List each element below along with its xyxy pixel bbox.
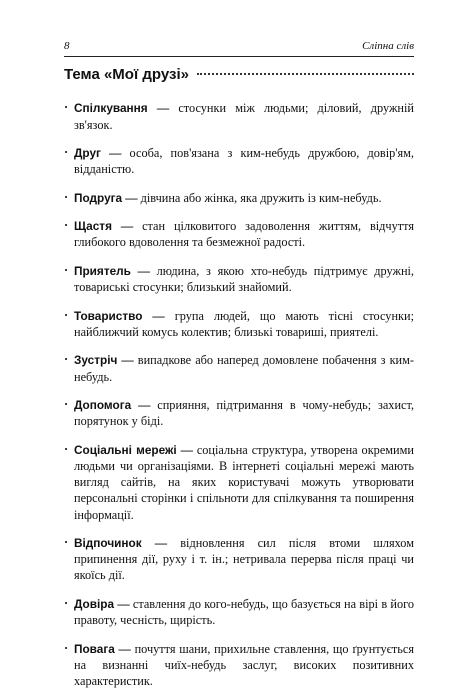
entry-dash: — (156, 101, 170, 116)
entry-definition: почуття шани, прихильне ставлення, що ґрунтується на визнанні чиїх-небудь заслуг, високих позитивних характеристик. (74, 641, 415, 689)
glossary-list (64, 88, 414, 694)
entry-term: Допомога (74, 398, 132, 413)
entry-dash: — (118, 641, 131, 656)
glossary-entry (64, 535, 414, 584)
entry-term: Зустріч (74, 353, 118, 368)
entry-dash: — (125, 190, 138, 205)
glossary-entry (64, 641, 414, 690)
entry-definition: дівчина або жінка, яка дружить із ким-небудь. (140, 190, 382, 205)
glossary-entry (64, 263, 414, 295)
entry-definition: стосунки між людьми; діловий, дружній зв'язок. (74, 101, 415, 132)
entry-definition: особа, пов'язана з ким-небудь дружбою, довір'ям, відданістю. (74, 146, 414, 177)
entry-dash: — (109, 146, 122, 160)
entry-definition: людина, з якою хто-небудь підтримує дружні, товариські стосунки; близький знайомий. (74, 263, 415, 295)
glossary-entry (64, 218, 414, 250)
entry-term: Приятель (74, 263, 131, 278)
entry-dash: — (137, 263, 150, 278)
entry-dash: — (120, 219, 134, 234)
entry-term: Відпочинок (74, 536, 142, 551)
entry-term: Товариство (74, 308, 143, 323)
glossary-entry (64, 352, 414, 384)
entry-dash: — (117, 596, 130, 611)
entry-term: Спілкування (74, 101, 148, 116)
glossary-entry (64, 190, 414, 206)
entry-term: Соціальні мережі (74, 442, 177, 457)
glossary-entry (64, 100, 414, 132)
entry-dash: — (154, 536, 168, 551)
glossary-entry (64, 442, 414, 523)
entry-term: Щастя (74, 219, 112, 234)
entry-term: Друг (74, 146, 101, 160)
running-header (64, 38, 414, 57)
entry-dash: — (152, 308, 165, 323)
dotted-leader (197, 73, 414, 75)
glossary-entry (64, 308, 414, 340)
glossary-entry (64, 397, 414, 429)
topic-title: Тема «Мої друзі» (64, 66, 189, 83)
entry-definition: стан цілковитого задоволення життям, відчуття глибокого вдоволення та безмежної радості. (74, 219, 415, 250)
topic-heading (64, 66, 414, 83)
entry-definition: соціальна структура, утворена окремими людьми чи організаціями. В інтернеті соціальні мережі мають вигляд сайтів, на яких користувачі можуть утворювати персональні сторінки і спільноти для спілкування та поширення інформації. (74, 442, 415, 522)
entry-definition: випадкове або наперед домовлене побачення з ким-небудь. (74, 353, 415, 384)
entry-term: Повага (74, 641, 115, 656)
page-number: 8 (64, 40, 70, 52)
entry-term: Довіра (74, 596, 115, 611)
entry-dash: — (180, 442, 193, 457)
glossary-entry (64, 596, 414, 628)
entry-definition: група людей, що мають тісні стосунки; найближчий комусь колектив; близькі товариші, приятелі. (74, 308, 415, 339)
entry-dash: — (121, 353, 134, 368)
entry-dash: — (138, 398, 151, 413)
glossary-entry (64, 145, 414, 177)
running-title: Сліпна слів (362, 40, 414, 52)
entry-term: Подруга (74, 190, 123, 205)
entry-definition: відновлення сил після втоми шляхом припинення дії, руху і т. ін.; нетривала перерва після праці чи якоїсь дії. (74, 536, 414, 583)
entry-definition: ставлення до кого-небудь, що базується на вірі в його правоту, чесність, щирість. (74, 596, 414, 628)
entry-definition: сприяння, підтримання в чому-небудь; захист, порятунок у біді. (74, 398, 415, 429)
